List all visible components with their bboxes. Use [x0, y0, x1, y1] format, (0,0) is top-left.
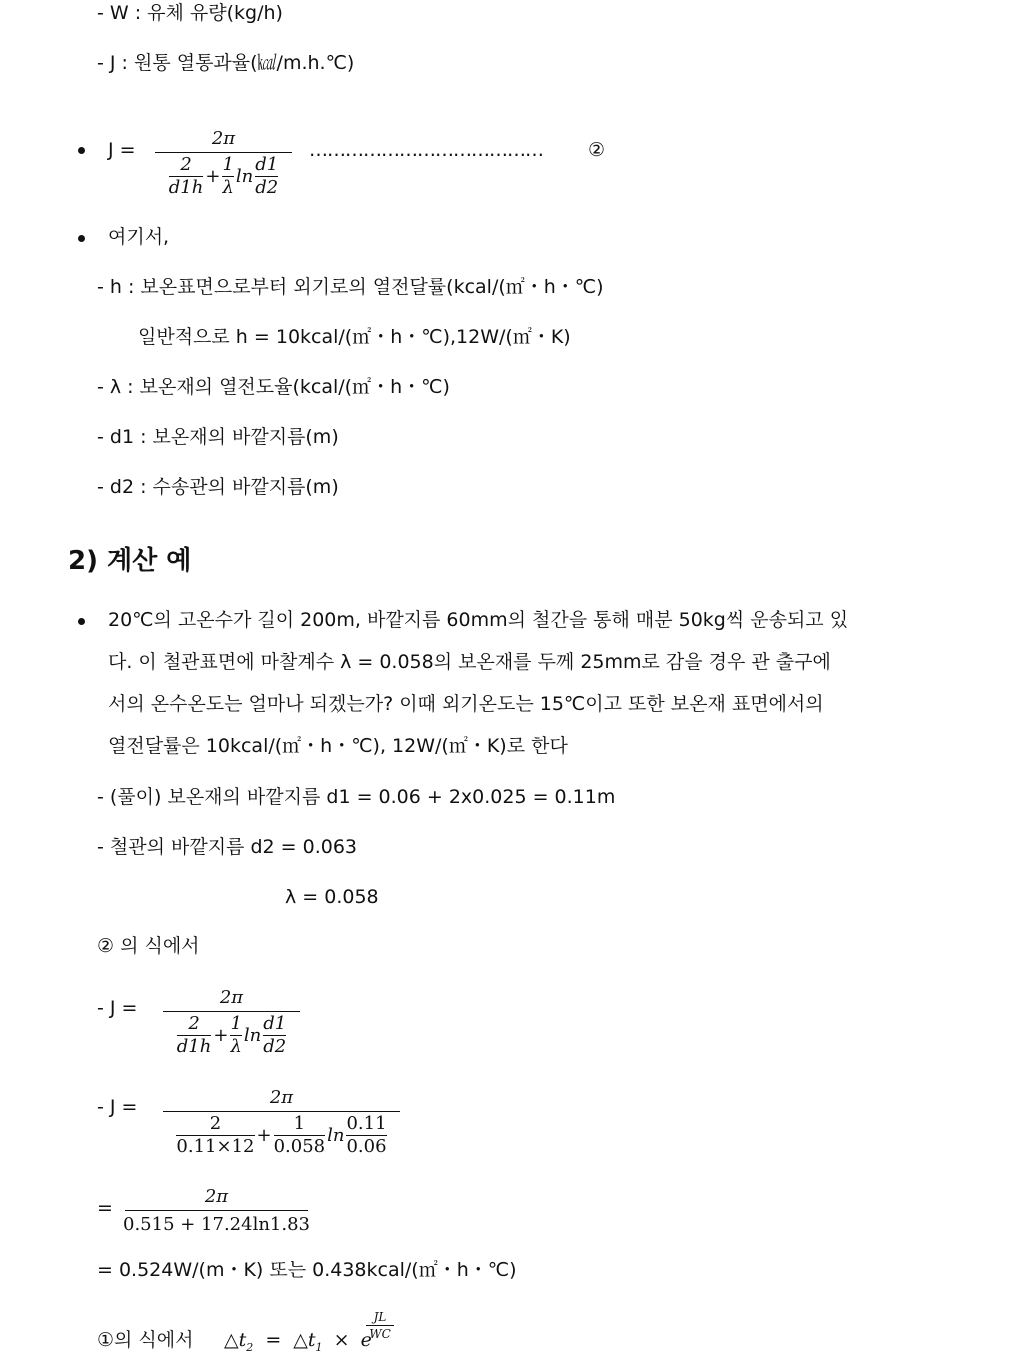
formula1-fraction — [155, 128, 292, 197]
definition-w: - W : 유체 유량(kg/h) — [97, 2, 283, 24]
formula4-denominator: 0.515 + 17.24ln1.83 — [123, 1214, 311, 1235]
formula2-numerator: 2π — [219, 987, 244, 1008]
bullet — [78, 235, 85, 242]
problem-line-2: 다. 이 철관표면에 마찰계수 λ = 0.058의 보온재를 두께 25mm로 감을 경우 관 출구에 — [108, 651, 831, 673]
solution-d1: - (풀이) 보온재의 바깥지름 d1 = 0.06 + 2x0.025 = 0.11m — [97, 786, 616, 808]
result-line: = 0.524W/(m・K) 또는 0.438kcal/(㎡・h・℃) — [97, 1259, 517, 1281]
formula3-denominator: 2 0.11×12 + 1 0.058 ln 0.11 0.06 — [176, 1113, 387, 1157]
section-title: 2) 계산 예 — [68, 546, 192, 576]
definition-d2: - d2 : 수송관의 바깥지름(m) — [97, 476, 339, 498]
problem-line-1: 20℃의 고온수가 길이 200m, 바깥지름 60mm의 철간을 통해 매분 50kg씩 운송되고 있 — [108, 609, 849, 631]
solution-d2: - 철관의 바깥지름 d2 = 0.063 — [97, 836, 357, 858]
definition-j: - J : 원통 열통과율(㎉/m.h.℃) — [97, 52, 355, 74]
formula3-numerator: 2π — [269, 1087, 294, 1108]
bullet — [78, 618, 85, 625]
problem-line-3: 서의 온수온도는 얼마나 되겠는가? 이때 외기온도는 15℃이고 또한 보온재 표면에서의 — [108, 693, 824, 715]
definition-lambda: - λ : 보온재의 열전도율(kcal/(㎡・h・℃) — [97, 376, 450, 398]
formula1-denominator: 2 d1h + 1 λ ln d1 d2 — [168, 154, 279, 198]
formula2-fraction — [163, 987, 300, 1056]
equation-number: ② — [588, 139, 606, 161]
where-label: 여기서, — [108, 226, 170, 248]
formula2-denominator: 2 d1h + 1 λ ln d1 d2 — [176, 1013, 287, 1057]
solution-from-eq2: ② 의 식에서 — [97, 935, 200, 957]
solution-lambda: λ = 0.058 — [285, 886, 379, 908]
formula2-lhs: - J = — [97, 997, 138, 1019]
problem-line-4: 열전달률은 10kcal/(㎡・h・℃), 12W/(㎡・K)로 한다 — [108, 735, 568, 757]
formula5-expression: $\triangle t_2$ = $\triangle t_1 \times e$ — [224, 1329, 372, 1354]
formula4-fraction — [123, 1186, 311, 1235]
definition-d1: - d1 : 보온재의 바깥지름(m) — [97, 426, 339, 448]
formula3-fraction — [163, 1087, 400, 1156]
definition-h-note: 일반적으로 h = 10kcal/(㎡・h・℃),12W/(㎡・K) — [138, 326, 571, 348]
bullet — [78, 147, 85, 154]
formula1-lhs: J = — [108, 139, 136, 161]
formula5-exponent: JL WC — [366, 1310, 394, 1341]
formula4-numerator: 2π — [204, 1186, 229, 1207]
formula1-numerator: 2π — [211, 128, 236, 149]
formula4-lhs: = — [97, 1197, 113, 1219]
leader-dots: ………………………………… — [309, 139, 543, 161]
definition-h: - h : 보온표면으로부터 외기로의 열전달률(kcal/(㎡・h・℃) — [97, 276, 604, 298]
formula5-prefix: ①의 식에서 — [97, 1329, 194, 1351]
formula3-lhs: - J = — [97, 1096, 138, 1118]
